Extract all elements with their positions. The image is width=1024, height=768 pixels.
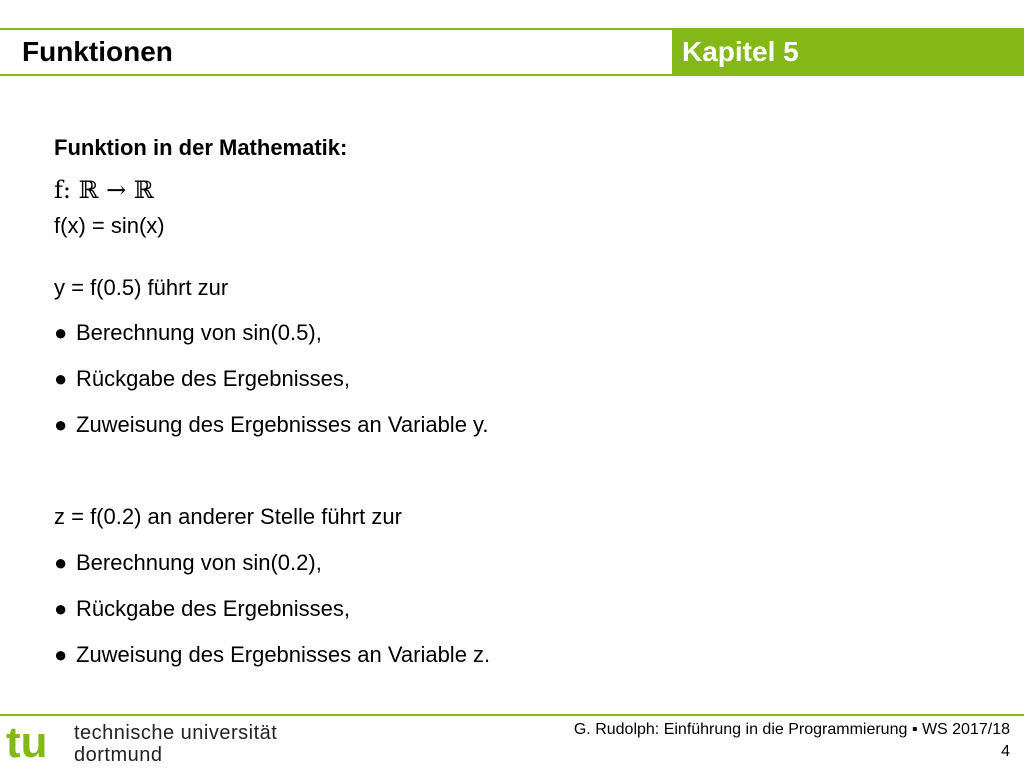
example2-intro: z = f(0.2) an anderer Stelle führt zur [54, 504, 402, 529]
function-definition: f(x) = sin(x) [54, 213, 165, 238]
university-line-1: technische universität [74, 722, 278, 744]
function-mapping: f: ℝ → ℝ [54, 176, 154, 204]
section-heading: Funktion in der Mathematik: [54, 135, 348, 160]
logo-text: tu [6, 718, 48, 765]
university-name [74, 722, 277, 766]
list-item [54, 549, 322, 577]
page-number: 4 [1001, 743, 1010, 760]
chapter-badge [672, 30, 1024, 74]
bullet-icon: ● [54, 366, 68, 391]
list-item-text: Zuweisung des Ergebnisses an Variable z. [76, 642, 491, 667]
tu-logo-icon [6, 717, 68, 765]
bullet-icon: ● [54, 550, 68, 575]
list-item [54, 365, 350, 393]
list-item-text: Rückgabe des Ergebnisses, [76, 366, 350, 391]
course-info: G. Rudolph: Einführung in die Programmierung ▪ WS 2017/18 [573, 721, 1010, 738]
list-item-text: Berechnung von sin(0.5), [76, 320, 322, 345]
university-line-2: dortmund [74, 744, 163, 766]
bullet-icon: ● [54, 412, 68, 437]
list-item-text: Berechnung von sin(0.2), [76, 550, 322, 575]
list-item [54, 641, 490, 669]
bullet-icon: ● [54, 642, 68, 667]
list-item-text: Zuweisung des Ergebnisses an Variable y. [76, 412, 489, 437]
list-item [54, 411, 489, 439]
slide-title: Funktionen [22, 36, 173, 67]
list-item [54, 595, 350, 623]
chapter-label: Kapitel 5 [682, 36, 799, 67]
example1-intro: y = f(0.5) führt zur [54, 275, 229, 300]
bullet-icon: ● [54, 596, 68, 621]
list-item [54, 319, 322, 347]
header-accent-rule [0, 74, 1024, 76]
bullet-icon: ● [54, 320, 68, 345]
footer-accent-rule [0, 714, 1024, 716]
list-item-text: Rückgabe des Ergebnisses, [76, 596, 350, 621]
